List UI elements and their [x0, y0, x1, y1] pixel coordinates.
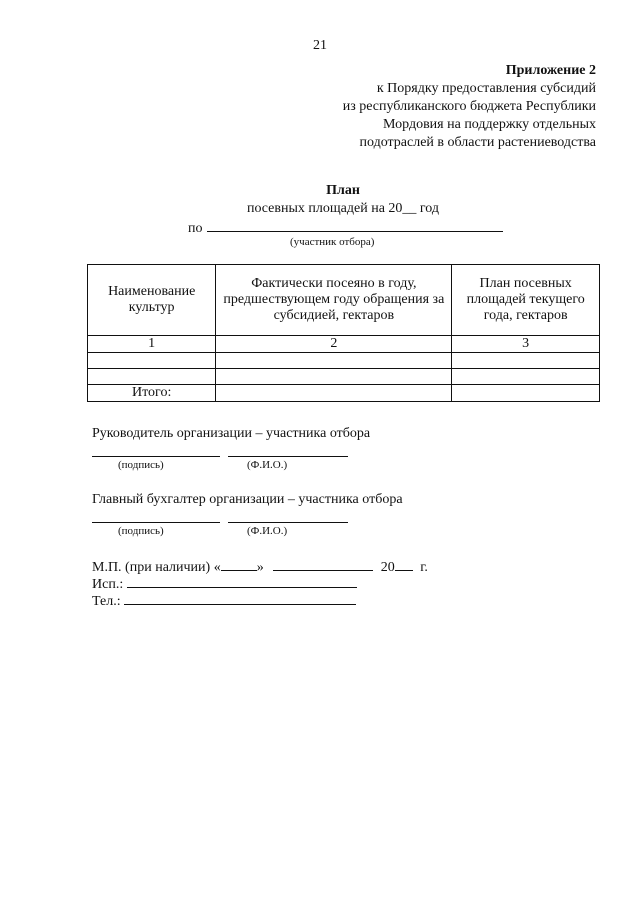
appendix-line: Мордовия на поддержку отдельных	[383, 117, 596, 132]
mp-line	[92, 558, 428, 576]
plan-subtitle: посевных площадей на 20__ год	[246, 201, 440, 216]
chief-fio-line[interactable]	[228, 522, 348, 523]
tel-field[interactable]	[124, 592, 356, 605]
head-fio-caption: (Ф.И.О.)	[247, 459, 288, 471]
head-signature-line[interactable]	[92, 456, 220, 457]
table-cell[interactable]	[216, 385, 452, 402]
mp-month-field[interactable]	[273, 558, 373, 571]
isp-field[interactable]	[127, 575, 357, 588]
isp-line	[92, 575, 357, 593]
page-number: 21	[313, 38, 327, 53]
participant-field[interactable]	[207, 219, 503, 232]
chief-fio-caption: (Ф.И.О.)	[247, 525, 288, 537]
participant-caption: (участник отбора)	[290, 236, 375, 248]
mp-year-field[interactable]	[395, 558, 413, 571]
table-total-row	[88, 385, 600, 402]
header-plan-area: План посевных площадей текущего года, гектаров	[452, 265, 600, 336]
mp-day-field[interactable]	[221, 558, 257, 571]
table-row	[88, 369, 600, 385]
table-cell[interactable]	[452, 385, 600, 402]
table-cell[interactable]	[88, 369, 216, 385]
po-line	[188, 219, 503, 237]
head-signature-label: Руководитель организации – участника отбора	[92, 426, 371, 441]
col-number: 3	[452, 336, 600, 353]
header-crop-name: Наименование культур	[88, 265, 216, 336]
table-row	[88, 353, 600, 369]
table-cell[interactable]	[452, 353, 600, 369]
col-number: 1	[88, 336, 216, 353]
total-label: Итого:	[88, 385, 216, 402]
table-cell[interactable]	[216, 353, 452, 369]
table-cell[interactable]	[216, 369, 452, 385]
tel-line	[92, 592, 356, 610]
header-actual-sown: Фактически посеяно в году, предшествующем году обращения за субсидией, гектаров	[216, 265, 452, 336]
chief-sign-caption: (подпись)	[118, 525, 164, 537]
table-cell[interactable]	[452, 369, 600, 385]
head-sign-caption: (подпись)	[118, 459, 164, 471]
table-number-row	[88, 336, 600, 353]
tel-label: Тел.:	[92, 594, 121, 609]
isp-label: Исп.:	[92, 577, 124, 592]
mp-quote-close: »	[256, 560, 264, 575]
appendix-line: подотраслей в области растениеводства	[359, 135, 596, 150]
appendix-title: Приложение 2	[505, 63, 596, 78]
appendix-line: к Порядку предоставления субсидий	[376, 81, 596, 96]
chief-signature-line[interactable]	[92, 522, 220, 523]
plan-title: План	[326, 183, 360, 198]
appendix-block	[343, 62, 596, 152]
appendix-line: из республиканского бюджета Республики	[342, 99, 596, 114]
col-number: 2	[216, 336, 452, 353]
mp-year: 20	[380, 560, 395, 575]
table-header-row	[88, 265, 600, 336]
mp-suffix: г.	[420, 560, 428, 575]
chief-signature-label: Главный бухгалтер организации – участника отбора	[92, 492, 403, 507]
mp-prefix: М.П. (при наличии) «	[92, 560, 221, 575]
table-cell[interactable]	[88, 353, 216, 369]
head-fio-line[interactable]	[228, 456, 348, 457]
plan-table	[87, 264, 600, 402]
po-label: по	[188, 221, 203, 236]
